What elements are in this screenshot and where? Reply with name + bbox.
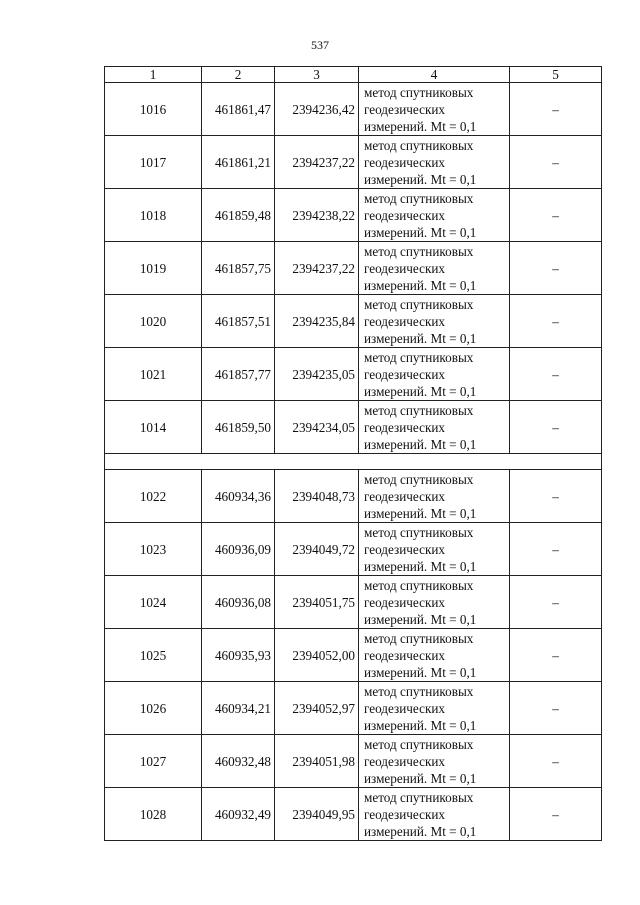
- method-line: геодезических: [364, 313, 446, 329]
- coordinate-x-cell: 460934,36: [202, 470, 275, 523]
- note-cell: –: [510, 788, 602, 841]
- table-row: [105, 83, 602, 136]
- coordinate-y-cell: 2394049,72: [275, 523, 359, 576]
- method-cell: [359, 576, 510, 629]
- group-separator-row: [105, 454, 602, 470]
- method-line: измерений. Mt = 0,1: [364, 383, 477, 399]
- note-cell: –: [510, 295, 602, 348]
- header-cell-3: 3: [275, 67, 359, 83]
- method-line: метод спутниковых: [364, 630, 474, 646]
- table-row: [105, 735, 602, 788]
- method-cell: [359, 136, 510, 189]
- table-row: [105, 523, 602, 576]
- table-row: [105, 136, 602, 189]
- coordinate-x-cell: 461859,50: [202, 401, 275, 454]
- coordinates-table: [104, 66, 602, 841]
- coordinate-y-cell: 2394049,95: [275, 788, 359, 841]
- method-line: геодезических: [364, 260, 446, 276]
- method-line: геодезических: [364, 806, 446, 822]
- method-cell: [359, 470, 510, 523]
- table-row: [105, 629, 602, 682]
- header-cell-1: 1: [105, 67, 202, 83]
- method-line: измерений. Mt = 0,1: [364, 558, 477, 574]
- coordinate-y-cell: 2394051,98: [275, 735, 359, 788]
- coordinate-y-cell: 2394237,22: [275, 136, 359, 189]
- method-cell: [359, 735, 510, 788]
- method-line: геодезических: [364, 647, 446, 663]
- coordinate-y-cell: 2394052,97: [275, 682, 359, 735]
- table-body: [105, 67, 602, 841]
- method-cell: [359, 348, 510, 401]
- method-line: метод спутниковых: [364, 577, 474, 593]
- method-line: геодезических: [364, 753, 446, 769]
- method-line: измерений. Mt = 0,1: [364, 664, 477, 680]
- coordinate-y-cell: 2394235,05: [275, 348, 359, 401]
- method-line: геодезических: [364, 419, 446, 435]
- coordinate-y-cell: 2394236,42: [275, 83, 359, 136]
- point-id-cell: 1023: [105, 523, 202, 576]
- note-cell: –: [510, 629, 602, 682]
- table-row: [105, 576, 602, 629]
- method-line: метод спутниковых: [364, 789, 474, 805]
- method-line: измерений. Mt = 0,1: [364, 171, 477, 187]
- method-line: измерений. Mt = 0,1: [364, 118, 477, 134]
- method-line: геодезических: [364, 700, 446, 716]
- coordinate-y-cell: 2394237,22: [275, 242, 359, 295]
- coordinate-x-cell: 461859,48: [202, 189, 275, 242]
- note-cell: –: [510, 189, 602, 242]
- point-id-cell: 1014: [105, 401, 202, 454]
- method-line: измерений. Mt = 0,1: [364, 770, 477, 786]
- note-cell: –: [510, 401, 602, 454]
- method-line: геодезических: [364, 207, 446, 223]
- method-cell: [359, 401, 510, 454]
- header-cell-5: 5: [510, 67, 602, 83]
- method-cell: [359, 242, 510, 295]
- coordinate-x-cell: 460936,08: [202, 576, 275, 629]
- coordinate-x-cell: 461857,77: [202, 348, 275, 401]
- method-line: измерений. Mt = 0,1: [364, 436, 477, 452]
- point-id-cell: 1027: [105, 735, 202, 788]
- method-cell: [359, 189, 510, 242]
- method-line: метод спутниковых: [364, 84, 474, 100]
- method-line: метод спутниковых: [364, 471, 474, 487]
- coordinate-x-cell: 461861,21: [202, 136, 275, 189]
- point-id-cell: 1016: [105, 83, 202, 136]
- method-line: метод спутниковых: [364, 190, 474, 206]
- note-cell: –: [510, 682, 602, 735]
- coordinate-x-cell: 461861,47: [202, 83, 275, 136]
- coordinate-x-cell: 460935,93: [202, 629, 275, 682]
- coordinate-x-cell: 461857,51: [202, 295, 275, 348]
- coordinate-y-cell: 2394051,75: [275, 576, 359, 629]
- method-line: геодезических: [364, 154, 446, 170]
- separator-cell: [105, 454, 602, 470]
- note-cell: –: [510, 83, 602, 136]
- coordinate-y-cell: 2394052,00: [275, 629, 359, 682]
- point-id-cell: 1020: [105, 295, 202, 348]
- table-row: [105, 295, 602, 348]
- method-line: геодезических: [364, 366, 446, 382]
- table-row: [105, 470, 602, 523]
- table-row: [105, 189, 602, 242]
- method-cell: [359, 629, 510, 682]
- point-id-cell: 1022: [105, 470, 202, 523]
- coordinate-y-cell: 2394238,22: [275, 189, 359, 242]
- point-id-cell: 1018: [105, 189, 202, 242]
- method-line: метод спутниковых: [364, 349, 474, 365]
- coordinate-y-cell: 2394234,05: [275, 401, 359, 454]
- method-cell: [359, 83, 510, 136]
- point-id-cell: 1025: [105, 629, 202, 682]
- note-cell: –: [510, 523, 602, 576]
- coordinate-y-cell: 2394048,73: [275, 470, 359, 523]
- table-row: [105, 401, 602, 454]
- header-cell-4: 4: [359, 67, 510, 83]
- header-cell-2: 2: [202, 67, 275, 83]
- table-row: [105, 788, 602, 841]
- method-line: измерений. Mt = 0,1: [364, 224, 477, 240]
- coordinate-x-cell: 460932,49: [202, 788, 275, 841]
- note-cell: –: [510, 242, 602, 295]
- method-line: метод спутниковых: [364, 243, 474, 259]
- coordinate-x-cell: 460936,09: [202, 523, 275, 576]
- note-cell: –: [510, 348, 602, 401]
- method-line: геодезических: [364, 488, 446, 504]
- method-cell: [359, 523, 510, 576]
- method-line: геодезических: [364, 101, 446, 117]
- method-line: измерений. Mt = 0,1: [364, 330, 477, 346]
- method-cell: [359, 682, 510, 735]
- header-row: [105, 67, 602, 83]
- method-line: измерений. Mt = 0,1: [364, 277, 477, 293]
- table-row: [105, 242, 602, 295]
- point-id-cell: 1026: [105, 682, 202, 735]
- note-cell: –: [510, 576, 602, 629]
- note-cell: –: [510, 735, 602, 788]
- method-line: измерений. Mt = 0,1: [364, 823, 477, 839]
- point-id-cell: 1019: [105, 242, 202, 295]
- table-row: [105, 348, 602, 401]
- method-cell: [359, 788, 510, 841]
- table-row: [105, 682, 602, 735]
- coordinate-x-cell: 460932,48: [202, 735, 275, 788]
- method-line: метод спутниковых: [364, 524, 474, 540]
- coordinate-x-cell: 461857,75: [202, 242, 275, 295]
- method-line: метод спутниковых: [364, 296, 474, 312]
- method-cell: [359, 295, 510, 348]
- point-id-cell: 1028: [105, 788, 202, 841]
- coordinate-y-cell: 2394235,84: [275, 295, 359, 348]
- point-id-cell: 1024: [105, 576, 202, 629]
- method-line: метод спутниковых: [364, 683, 474, 699]
- method-line: метод спутниковых: [364, 402, 474, 418]
- point-id-cell: 1021: [105, 348, 202, 401]
- method-line: измерений. Mt = 0,1: [364, 505, 477, 521]
- method-line: геодезических: [364, 541, 446, 557]
- method-line: метод спутниковых: [364, 137, 474, 153]
- method-line: метод спутниковых: [364, 736, 474, 752]
- method-line: геодезических: [364, 594, 446, 610]
- method-line: измерений. Mt = 0,1: [364, 717, 477, 733]
- method-line: измерений. Mt = 0,1: [364, 611, 477, 627]
- note-cell: –: [510, 470, 602, 523]
- page-number: 537: [311, 38, 329, 52]
- point-id-cell: 1017: [105, 136, 202, 189]
- coordinate-x-cell: 460934,21: [202, 682, 275, 735]
- note-cell: –: [510, 136, 602, 189]
